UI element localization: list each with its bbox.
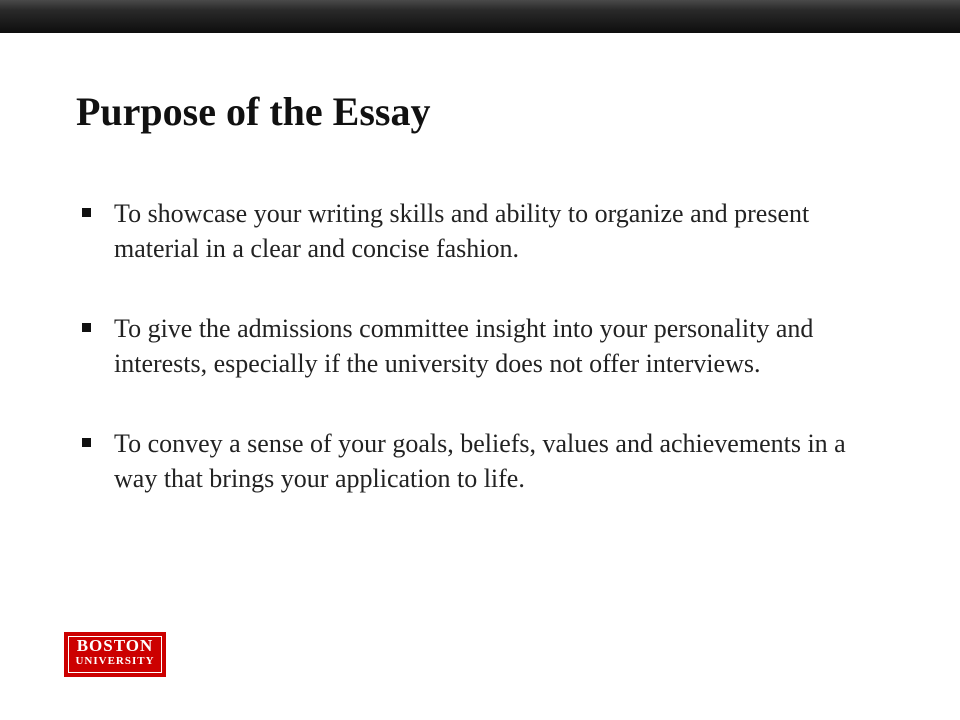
square-bullet-icon bbox=[82, 208, 91, 217]
boston-university-logo bbox=[64, 632, 166, 677]
bullet-text: To convey a sense of your goals, beliefs, values and achievements in a way that brings your application to life. bbox=[114, 429, 846, 493]
bullet-item bbox=[78, 311, 878, 381]
bullet-text: To showcase your writing skills and ability to organize and present material in a clear and concise fashion. bbox=[114, 199, 810, 263]
square-bullet-icon bbox=[82, 323, 91, 332]
logo-text-boston: BOSTON bbox=[76, 636, 154, 655]
bullet-item bbox=[78, 426, 878, 496]
bullet-text: To give the admissions committee insight into your personality and interests, especially if the university does not offer interviews. bbox=[114, 314, 814, 378]
slide-title: Purpose of the Essay bbox=[76, 89, 431, 134]
bullet-list bbox=[78, 196, 878, 541]
top-bar bbox=[0, 0, 960, 33]
square-bullet-icon bbox=[82, 438, 91, 447]
bullet-item bbox=[78, 196, 878, 266]
logo-text-university: UNIVERSITY bbox=[75, 655, 155, 667]
